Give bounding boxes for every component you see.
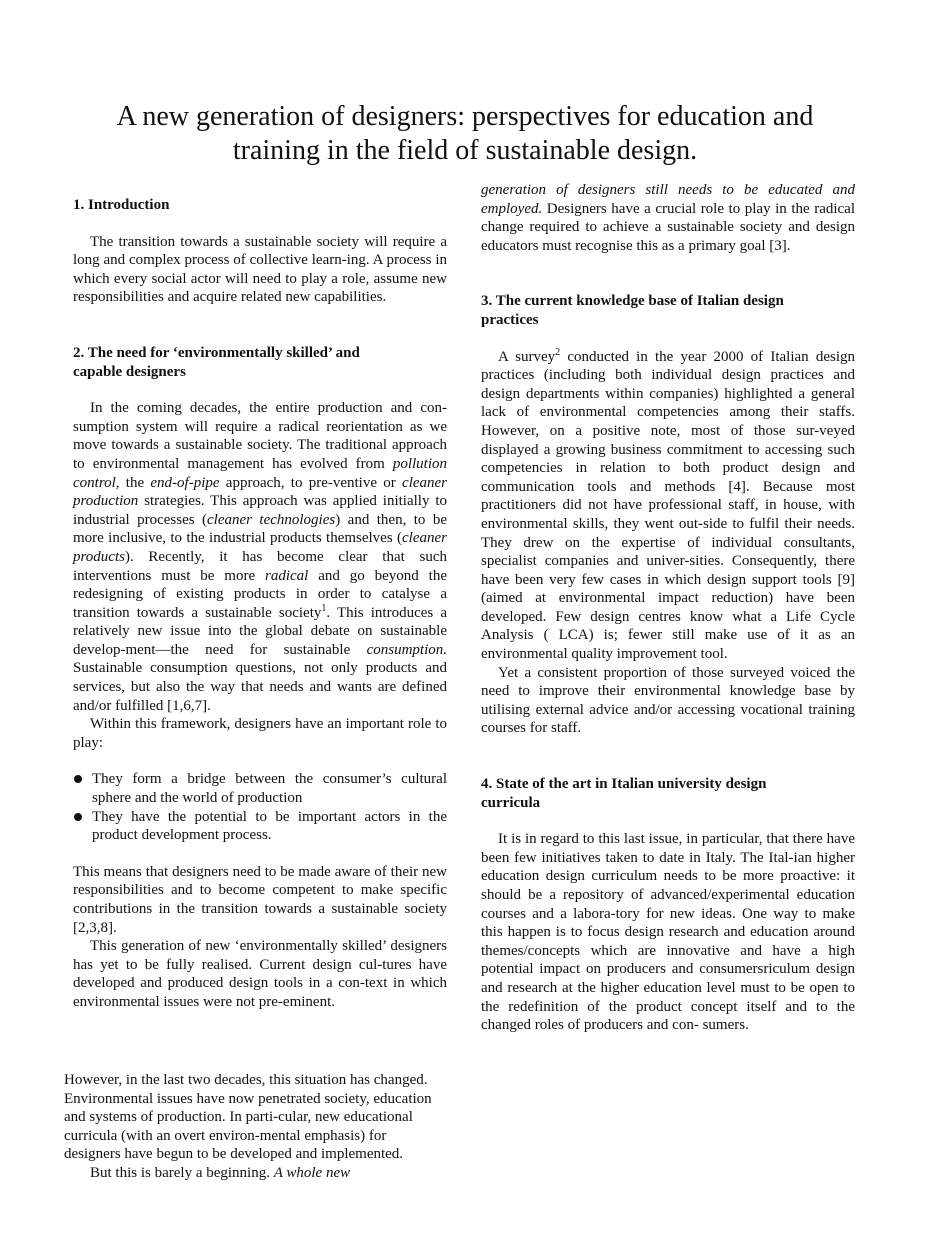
bullet-icon: [74, 813, 82, 821]
section-3-paragraph-2: Yet a consistent proportion of those surveyed voiced the need to improve their environmental knowledge base by utilising external advice and/or accessing vocational training courses for staff.: [481, 664, 855, 737]
section-2-paragraph-6: But this is barely a beginning. A whole new: [90, 1164, 351, 1181]
section-1-paragraph: The transition towards a sustainable society will require a long and complex process of collective learn-ing. A process in which every social actor will need to play a role, assume new responsibilities and acquire related new capabilities.: [73, 233, 447, 306]
section-2-paragraph-3: This means that designers need to be made aware of their new responsibilities and to become competent to make specific contributions in the transition towards a sustainable society [2,3,8].: [73, 863, 447, 936]
section-4-heading: [481, 775, 855, 812]
paper-title: [80, 100, 850, 168]
section-2-paragraph-5: However, in the last two decades, this situation has changed. Environmental issues have now penetrated society, education and systems of production. In parti-cular, new educational curricula (with an overt environ-mental emphasis) for designers have begun to be developed and implemented.: [64, 1072, 432, 1163]
section-4-heading-line-1: 4. State of the art in Italian university design: [481, 776, 767, 793]
list-item: They form a bridge between the consumer’s cultural sphere and the world of production: [73, 770, 447, 807]
section-1-heading: 1. Introduction: [73, 197, 170, 213]
section-2-paragraph-2: Within this framework, designers have an important role to play:: [73, 716, 447, 751]
title-line-2: training in the field of sustainable design.: [232, 135, 698, 166]
section-2-paragraph-1: In the coming decades, the entire production and con-sumption system will require a radical reorientation as we move towards a sustainable society. The traditional approach to environmental management has evolved from pollution control, the end-of-pipe approach, to pre-ventive or cleaner production strategies. This approach was applied initially to industrial processes (cleaner technologies) and then, to be more inclusive, to the industrial products themselves (cleaner products). Recently, it has become clear that such interventions must be more radical and go beyond the redesigning of existing products in order to catalyse a transition towards a sustainable society$^1$. This introduces a relatively new issue into the global debate on sustainable develop-ment—the need for sustainable consumption. Sustainable consumption questions, not only products and services, but also the way that needs and wants are defined and/or fulfilled [1,6,7].: [73, 400, 448, 714]
section-4-paragraph-1: It is in regard to this last issue, in particular, that there have been few initiatives taken to date in Italy. The Ital-ian higher education design curriculum needs to be more proactive: it should be a repository of advanced/experimental education courses and a labora-tory for new ideas. One way to make this happen is to focus design research and education around themes/concepts which are innovative and have a high potential impact on producers and consumersriculum design and research at the higher education level must to be open to the redefinition of the product concept itself and to the changed roles of producers and con- sumers.: [481, 831, 855, 1034]
footnote-1-marker: 1: [321, 602, 327, 614]
title-line-1: A new generation of designers: perspectives for education and: [116, 101, 814, 132]
section-2-heading: [73, 344, 447, 381]
section-2-heading-line-1: 2. The need for ‘environmentally skilled’ and: [73, 344, 360, 361]
section-2-heading-line-2: capable designers: [73, 363, 186, 380]
bullet-icon: [74, 775, 82, 783]
left-column-continuation: [64, 1071, 444, 1183]
section-3-heading-line-2: practices: [481, 311, 539, 328]
section-2-paragraph-4: This generation of new ‘environmentally skilled’ designers has yet to be fully realised. Current design cul-tures have developed and produced design tools in a con-text in which environmental issues were not pre-eminent.: [73, 938, 447, 1010]
left-column: [73, 196, 447, 1012]
list-item: They have the potential to be important actors in the product development process.: [73, 808, 447, 845]
section-3-heading-line-1: 3. The current knowledge base of Italian design: [481, 293, 784, 310]
role-bullet-list: [73, 770, 447, 844]
section-4-heading-line-2: curricula: [481, 794, 541, 811]
section-3-paragraph-1: A survey$^2$ conducted in the year 2000 of Italian design practices (including both individual design practices and design departments within companies) highlighted a general lack of environmental competencies among their staffs. However, on a positive note, most of those sur-veyed displayed a growing business commitment to accessing such competencies in relation to both product design and communication tools and methods [4]. Because most practitioners did not have professional staff, in house, with environmental skills, they went out-side to fulfil their needs. They drew on the expertise of individual consultants, specialist companies and univer-sities. Consequently, there have been very few cases in which design support tools [9] (aimed at environmental impact reduction) have been developed. Few design centres know what a Life Cycle Analysis ( LCA) is; fewer still make use of it as an environmental quality improvement tool.: [481, 346, 855, 663]
right-column: [481, 181, 855, 1035]
continued-paragraph: generation of designers still needs to be educated and employed. Designers have a crucial role to play in the radical change required to achieve a sustainable society and design educators must recognise this as a primary goal [3].: [481, 182, 855, 254]
footnote-2-marker: 2: [555, 346, 561, 358]
section-3-heading: [481, 292, 855, 329]
